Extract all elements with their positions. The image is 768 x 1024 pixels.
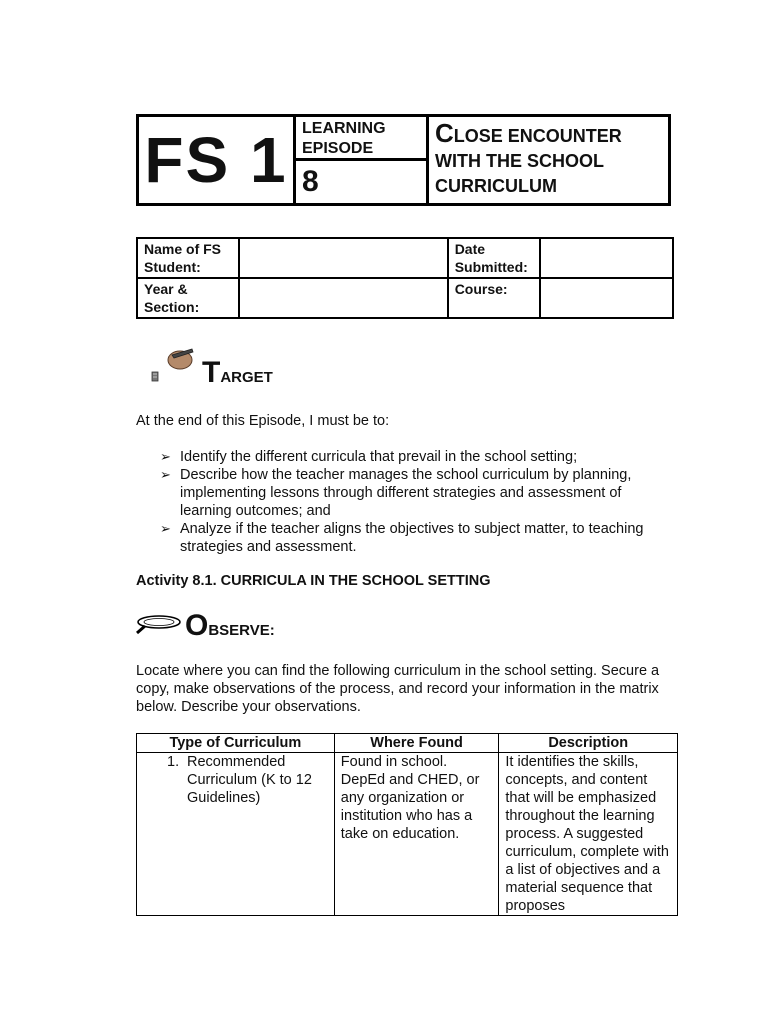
target-rest: ARGET — [220, 369, 273, 386]
list-item: ➢ Describe how the teacher manages the school curriculum by planning, implementing lessons through different strategies and assessment of learning outcomes; and — [160, 467, 632, 519]
episode-header — [136, 114, 671, 206]
target-intro: At the end of this Episode, I must be to: — [136, 413, 390, 429]
name-label: Name of FS Student: — [137, 238, 239, 278]
episode-title-rest: LOSE ENCOUNTER WITH THE SCHOOL CURRICULUM — [435, 126, 622, 196]
observe-instructions: Locate where you can find the following curriculum in the school setting. Secure a copy, make observations of the process, and record your information in the matrix below. Describe your observations. — [136, 663, 660, 715]
target-heading — [202, 358, 273, 388]
episode-number: 8 — [296, 161, 429, 203]
arrow-bullet-icon: ➢ — [160, 467, 171, 482]
episode-title-initial: C — [435, 118, 454, 148]
student-info-table — [136, 237, 674, 319]
episode-title — [429, 117, 668, 203]
fs-label: FS 1 — [139, 117, 296, 203]
year-section-field[interactable] — [239, 278, 448, 318]
date-field[interactable] — [540, 238, 673, 278]
name-field[interactable] — [239, 238, 448, 278]
target-initial: T — [202, 356, 221, 389]
writing-hand-icon — [150, 345, 200, 385]
arrow-bullet-icon: ➢ — [160, 521, 171, 536]
observe-rest: BSERVE: — [208, 622, 275, 639]
objectives-list — [158, 448, 670, 556]
header-type: Type of Curriculum — [137, 734, 335, 753]
row-type: Recommended Curriculum (K to 12 Guidelines) — [187, 754, 312, 806]
row-number: 1. — [167, 754, 180, 770]
table-row — [137, 753, 678, 916]
year-section-label: Year & Section: — [137, 278, 239, 318]
list-item: ➢ Identify the different curricula that prevail in the school setting; — [160, 449, 578, 465]
course-field[interactable] — [540, 278, 673, 318]
magnifier-icon — [135, 613, 183, 635]
description-cell[interactable]: It identifies the skills, concepts, and content that will be emphasized throughout the learning process. A suggested curriculum, complete with a list of objectives and a material sequence that proposes — [499, 753, 678, 916]
observe-heading — [185, 611, 275, 641]
date-label: Date Submitted: — [448, 238, 540, 278]
learning-episode-label: LEARNING EPISODE — [296, 117, 429, 161]
arrow-bullet-icon: ➢ — [160, 449, 171, 464]
list-item: ➢ Analyze if the teacher aligns the objectives to subject matter, to teaching strategies and assessment. — [160, 521, 644, 555]
header-where: Where Found — [334, 734, 499, 753]
where-cell[interactable]: Found in school. DepEd and CHED, or any organization or institution who has a take on education. — [334, 753, 499, 916]
course-label: Course: — [448, 278, 540, 318]
curriculum-matrix — [136, 733, 678, 916]
type-cell — [137, 753, 335, 916]
observe-initial: O — [185, 609, 209, 642]
activity-title: Activity 8.1. CURRICULA IN THE SCHOOL SETTING — [136, 573, 491, 589]
header-description: Description — [499, 734, 678, 753]
